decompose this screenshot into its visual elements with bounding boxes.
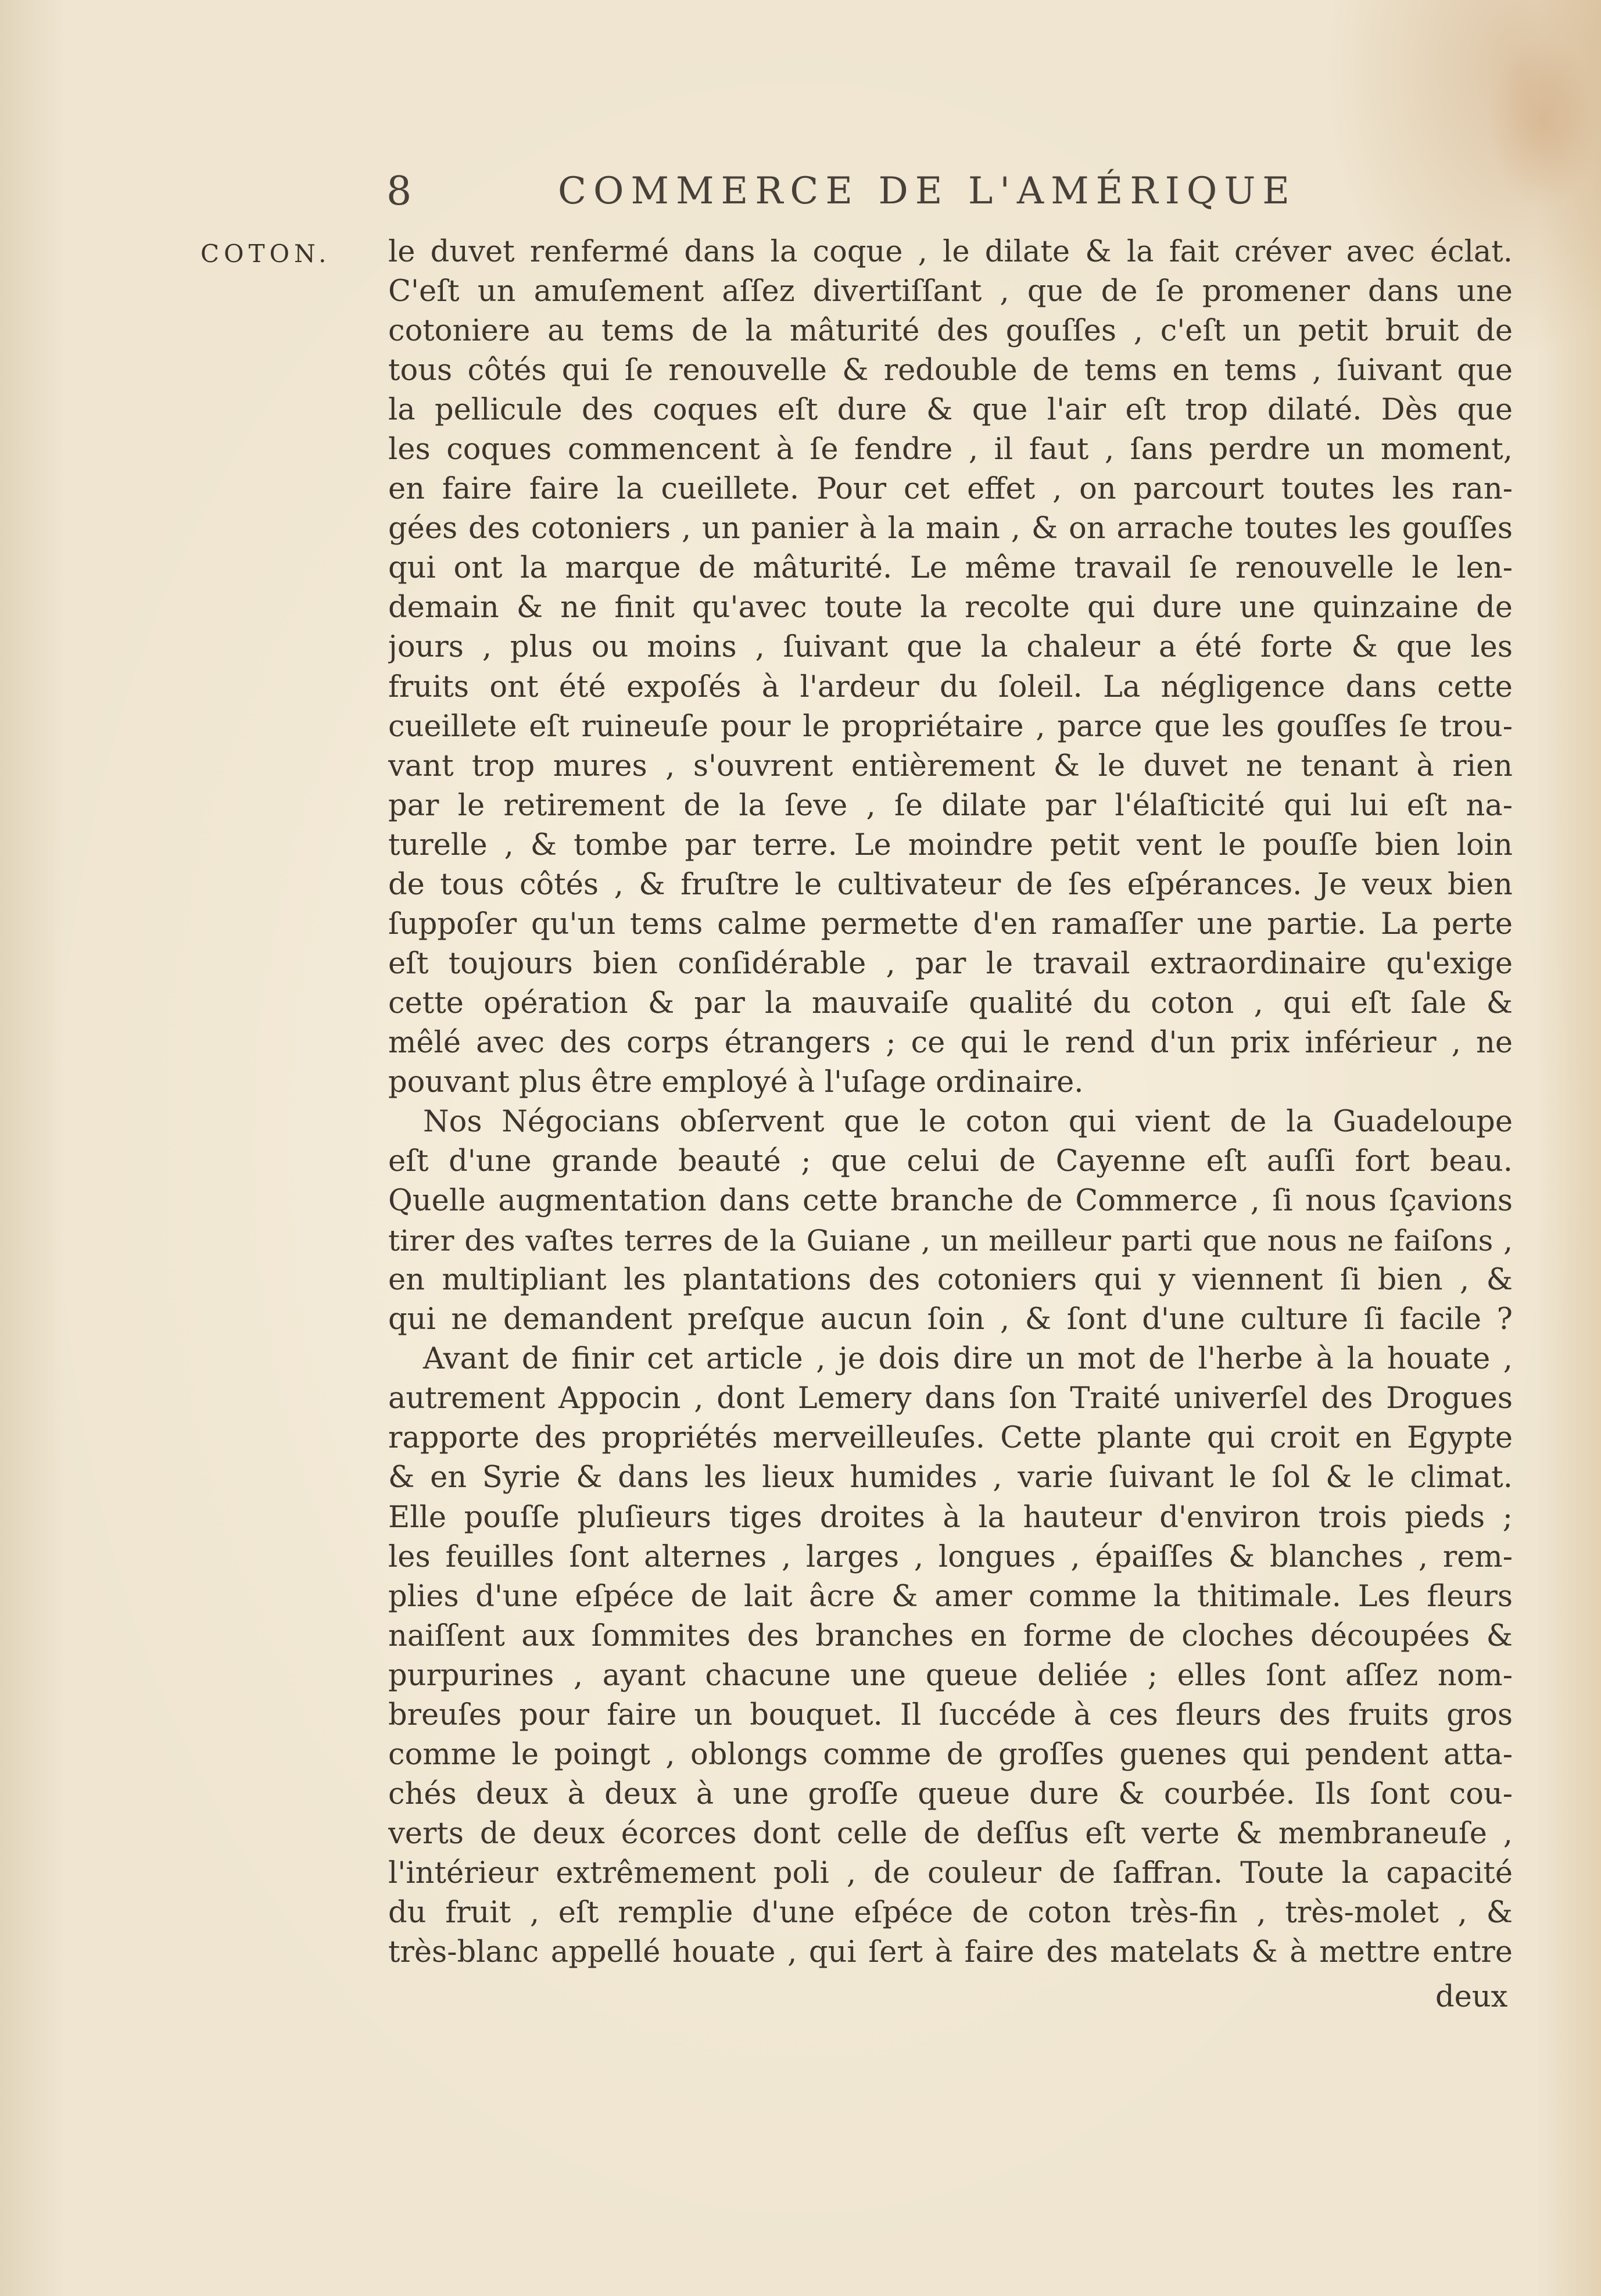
paper-stain <box>1488 35 1598 209</box>
text-line: fruits ont été expoſés à l'ardeur du ſoleil. La négligence dans cette <box>388 669 1513 704</box>
text-line: turelle , & tombe par terre. Le moindre petit vent le pouſſe bien loin <box>388 828 1513 862</box>
text-line: Avant de finir cet article , je dois dire un mot de l'herbe à la houate , <box>423 1342 1513 1377</box>
text-line: rapporte des propriétés merveilleuſes. Cette plante qui croit en Egypte <box>388 1421 1513 1456</box>
text-line: verts de deux écorces dont celle de deſſus eſt verte & membraneuſe , <box>388 1816 1513 1851</box>
text-line: du fruit , eſt remplie d'une eſpéce de coton très-fin , très-molet , & <box>388 1895 1513 1930</box>
text-line: la pellicule des coques eſt dure & que l'air eſt trop dilaté. Dès que <box>388 393 1513 428</box>
text-line: par le retirement de la ſeve , ſe dilate par l'élaſticité qui lui eſt na- <box>388 788 1513 823</box>
text-line: mêlé avec des corps étrangers ; ce qui le rend d'un prix inférieur , ne <box>388 1025 1513 1060</box>
text-line: gées des cotoniers , un panier à la main , & on arrache toutes les gouſſes <box>388 511 1513 546</box>
text-line: breuſes pour faire un bouquet. Il ſuccéde à ces fleurs des fruits gros <box>388 1697 1513 1732</box>
text-line: ſuppoſer qu'un tems calme permette d'en ramaſſer une partie. La perte <box>388 907 1513 941</box>
text-line: C'eſt un amuſement aſſez divertiſſant , que de ſe promener dans une <box>388 274 1513 309</box>
text-line: comme le poingt , oblongs comme de groſſes guenes qui pendent atta- <box>388 1737 1513 1772</box>
text-line: les feuilles ſont alternes , larges , longues , épaiſſes & blanches , rem- <box>388 1539 1513 1574</box>
text-line: le duvet renfermé dans la coque , le dilate & la fait créver avec éclat. <box>388 235 1513 269</box>
text-line: en faire faire la cueillete. Pour cet effet , on parcourt toutes les ran- <box>388 472 1513 507</box>
text-line: pouvant plus être employé à l'uſage ordinaire. <box>388 1065 1084 1099</box>
text-line: cueillete eſt ruineuſe pour le propriétaire , parce que les gouſſes ſe trou- <box>388 709 1513 744</box>
text-line: chés deux à deux à une groſſe queue dure & courbée. Ils ſont cou- <box>388 1776 1513 1811</box>
margin-note: COTON. <box>200 239 331 268</box>
text-line: vant trop mures , s'ouvrent entièrement & le duvet ne tenant à rien <box>388 748 1513 783</box>
catchword: deux <box>1435 1980 1508 2014</box>
text-line: plies d'une eſpéce de lait âcre & amer comme la thitimale. Les fleurs <box>388 1579 1513 1614</box>
text-line: de tous côtés , & fruſtre le cultivateur de ſes eſpérances. Je veux bien <box>388 867 1513 902</box>
page-number: 8 <box>386 169 412 214</box>
text-line: en multipliant les plantations des cotoniers qui y viennent ſi bien , & <box>388 1263 1513 1298</box>
text-line: tous côtés qui ſe renouvelle & redouble de tems en tems , ſuivant que <box>388 353 1513 388</box>
body-text <box>388 232 1513 1972</box>
text-line: jours , plus ou moins , ſuivant que la chaleur a été forte & que les <box>388 630 1513 665</box>
text-line: Nos Négocians obſervent que le coton qui vient de la Guadeloupe <box>423 1105 1513 1140</box>
text-line: & en Syrie & dans les lieux humides , varie ſuivant le ſol & le climat. <box>388 1460 1513 1495</box>
text-line: eſt toujours bien conſidérable , par le travail extraordinaire qu'exige <box>388 946 1513 981</box>
text-line: qui ont la marque de mâturité. Le même travail ſe renouvelle le len- <box>388 551 1513 586</box>
text-line: l'intérieur extrêmement poli , de couleur de ſaffran. Toute la capacité <box>388 1856 1513 1890</box>
paragraph <box>388 1102 1513 1339</box>
paragraph <box>388 1339 1513 1972</box>
text-line: naiſſent aux ſommites des branches en forme de cloches découpées & <box>388 1618 1513 1653</box>
text-line: Quelle augmentation dans cette branche de Commerce , ſi nous ſçavions <box>388 1184 1513 1219</box>
text-line: les coques commencent à ſe fendre , il faut , ſans perdre un moment, <box>388 432 1513 467</box>
text-line: tirer des vaſtes terres de la Guiane , un meilleur parti que nous ne faiſons , <box>388 1224 1513 1258</box>
paragraph <box>388 232 1513 1102</box>
text-line: purpurines , ayant chacune une queue deliée ; elles ſont aſſez nom- <box>388 1658 1513 1693</box>
text-line: très-blanc appellé houate , qui ſert à faire des matelats & à mettre entre <box>388 1935 1513 1970</box>
text-line: Elle pouſſe pluſieurs tiges droites à la hauteur d'environ trois pieds ; <box>388 1500 1513 1535</box>
text-line: cette opération & par la mauvaiſe qualité du coton , qui eſt ſale & <box>388 986 1513 1020</box>
running-head: COMMERCE DE L'AMÉRIQUE <box>558 170 1296 213</box>
text-line: autrement Appocin , dont Lemery dans ſon Traité univerſel des Drogues <box>388 1381 1513 1416</box>
text-line: cotoniere au tems de la mâturité des gouſſes , c'eſt un petit bruit de <box>388 314 1513 349</box>
text-line: eſt d'une grande beauté ; que celui de Cayenne eſt auſſi fort beau. <box>388 1144 1513 1179</box>
text-line: qui ne demandent preſque aucun ſoin , & ſont d'une culture ſi facile ? <box>388 1302 1513 1337</box>
text-line: demain & ne finit qu'avec toute la recolte qui dure une quinzaine de <box>388 590 1513 625</box>
